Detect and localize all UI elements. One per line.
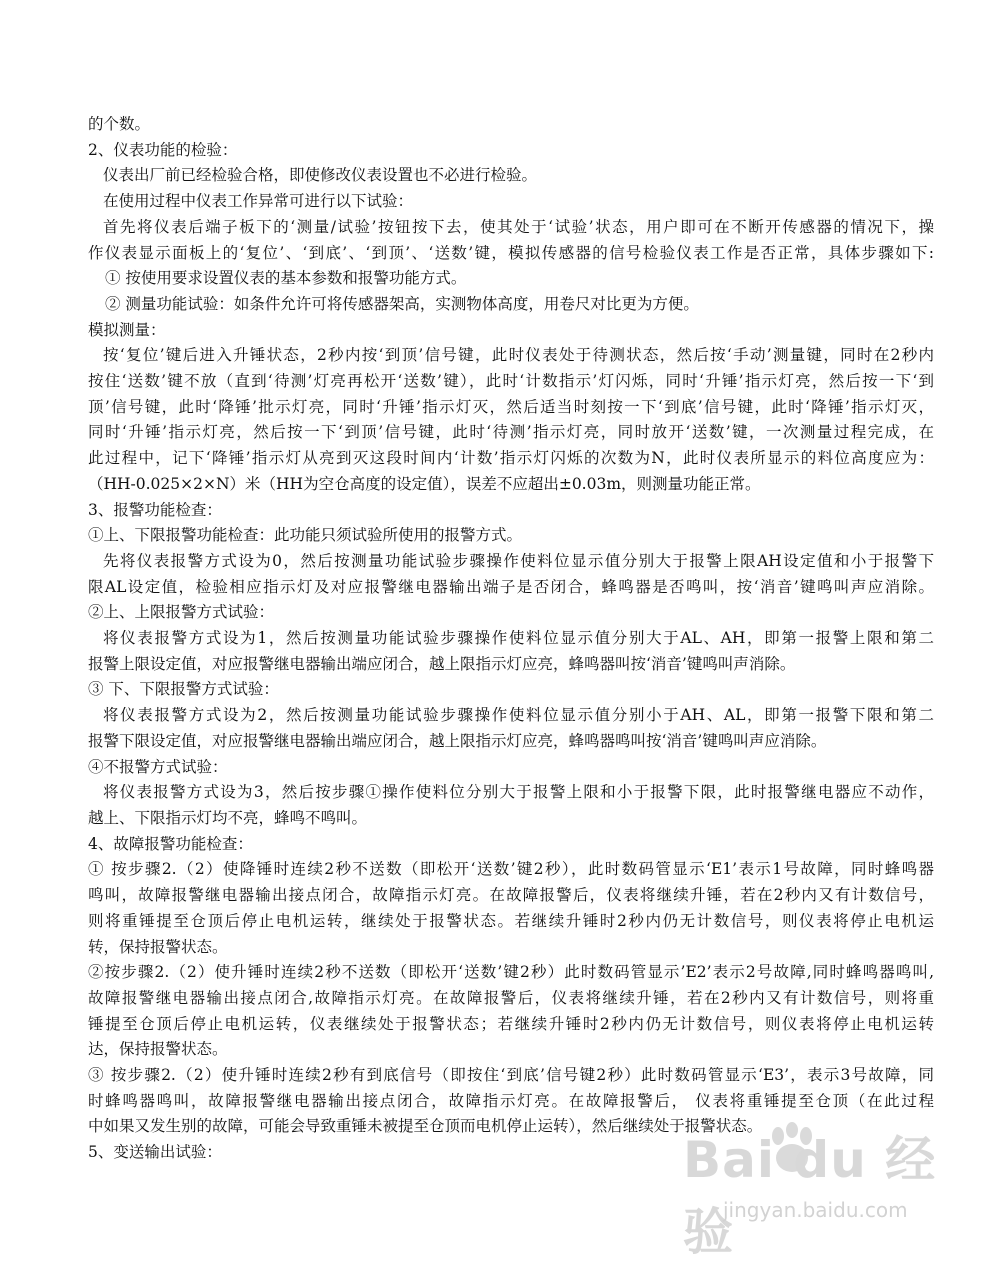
text-line: 按住‘送数’键不放（直到‘待测’灯亮再松开‘送数’键），此时‘计数指示’灯闪烁，同时‘升锤’指示灯亮，然后按一下‘到 [88, 372, 934, 391]
watermark-url: jingyan.baidu.com [723, 1198, 908, 1222]
text-line: 按‘复位’键后进入升锤状态，2秒内按‘到顶’信号键，此时仪表处于待测状态，然后按‘手动’测量键，同时在2秒内 [103, 346, 934, 365]
text-line: 4、故障报警功能检查： [88, 834, 253, 853]
text-line: ①上、下限报警功能检查：此功能只须试验所使用的报警方式。 [88, 526, 523, 545]
text-line: 达，保持报警状态。 [88, 1040, 228, 1059]
baidu-jingyan-watermark [683, 1120, 953, 1261]
text-line: 鸣叫，故障报警继电器输出接点闭合，故障指示灯亮。在故障报警后，仪表将继续升锤，若在2秒内又有计数信号， [88, 886, 934, 905]
text-line: 2、仪表功能的检验： [88, 140, 238, 159]
text-line: ②按步骤2.（2）使升锤时连续2秒不送数（即松开‘送数’键2秒）此时数码管显示’E2’表示2号故障,同时蜂鸣器鸣叫, [88, 963, 934, 982]
text-line: ④不报警方式试验： [88, 757, 228, 776]
text-line: ② 测量功能试验：如条件允许可将传感器架高，实测物体高度，用卷尺对比更为方便。 [105, 294, 699, 313]
text-line: ③ 按步骤2.（2）使升锤时连续2秒有到底信号（即按住‘到底’信号键2秒）此时数码管显示‘E3’，表示3号故障，同 [88, 1066, 934, 1085]
text-line: 首先将仪表后端子板下的‘测量/试验’按钮按下去，使其处于‘试验’状态，用户即可在不断开传感器的情况下，操 [103, 217, 934, 236]
text-line: 时蜂鸣器鸣叫，故障报警继电器输出接点闭合，故障指示灯亮。在故障报警后， 仪表将重锤提至仓顶（在此过程 [88, 1091, 934, 1110]
text-line: ① 按步骤2.（2）使降锤时连续2秒不送数（即松开‘送数’键2秒），此时数码管显示‘E1’表示1号故障，同时蜂鸣器 [88, 860, 934, 879]
text-line: 转，保持报警状态。 [88, 937, 228, 956]
text-line: 的个数。 [88, 115, 151, 133]
text-line: 将仪表报警方式设为1，然后按测量功能试验步骤操作使料位显示值分别大于AL、AH，即第一报警上限和第二 [103, 629, 934, 648]
text-line: ②上、上限报警方式试验： [88, 603, 275, 622]
text-line: ① 按使用要求设置仪表的基本参数和报警功能方式。 [105, 269, 467, 288]
text-line: 故障报警继电器输出接点闭合,故障指示灯亮。在故障报警后，仪表将继续升锤，若在2秒内又有计数信号，则将重 [88, 988, 934, 1007]
text-line: 同时‘升锤’指示灯亮，然后按一下‘到顶’信号键，此时‘待测’指示灯亮，同时放开‘送数’键，一次测量过程完成，在 [88, 423, 934, 442]
text-line: 报警下限设定值，对应报警继电器输出端应闭合，越上限指示灯应亮，蜂鸣器鸣叫按‘消音’键鸣叫声应消除。 [88, 731, 827, 750]
text-line: 将仪表报警方式设为3，然后按步骤①操作使料位分别大于报警上限和小于报警下限，此时报警继电器应不动作， [103, 783, 934, 802]
text-line: 报警上限设定值，对应报警继电器输出端应闭合，越上限指示灯应亮，蜂鸣器叫按‘消音’键鸣叫声消除。 [88, 654, 796, 673]
watermark-logo: Bai du 经验 [683, 1131, 937, 1261]
text-line: 顶’信号键，此时‘降锤’批示灯亮，同时‘升锤’指示灯灭，然后适当时刻按一下‘到底’信号键，此时‘降锤’指示灯灭， [88, 397, 934, 416]
text-line: 则将重锤提至仓顶后停止电机运转，继续处于报警状态。若继续升锤时2秒内仍无计数信号，则仪表将停止电机运 [88, 911, 934, 930]
text-line: 限AL设定值，检验相应指示灯及对应报警继电器输出端子是否闭合，蜂鸣器是否鸣叫，按‘消音’键鸣叫声应消除。 [88, 577, 934, 596]
text-line: 此过程中，记下‘降锤’指示灯从亮到灭这段时间内‘计数’指示灯闪烁的次数为N，此时仪表所显示的料位高度应为： [88, 449, 934, 468]
text-line: 在使用过程中仪表工作异常可进行以下试验： [103, 192, 414, 211]
text-line: 仪表出厂前已经检验合格，即使修改仪表设置也不必进行检验。 [103, 166, 538, 185]
text-line: 先将仪表报警方式设为0，然后按测量功能试验步骤操作使料位显示值分别大于报警上限AH设定值和小于报警下 [103, 551, 934, 570]
text-line: （HH-0.025×2×N）米（HH为空仓高度的设定值），误差不应超出±0.03m，则测量功能正常。 [88, 474, 761, 493]
text-line: 模拟测量： [88, 320, 166, 339]
text-line: 中如果又发生别的故障，可能会导致重锤未被提至仓顶而电机停止运转），然后继续处于报警状态。 [88, 1117, 763, 1136]
document-body [88, 112, 934, 1166]
text-line: 锤提至仓顶后停止电机运转，仪表继续处于报警状态；若继续升锤时2秒内仍无计数信号，则仪表将停止电机运转 [88, 1014, 934, 1033]
text-line: 将仪表报警方式设为2，然后按测量功能试验步骤操作使料位显示值分别小于AH、AL，即第一报警下限和第二 [103, 706, 934, 725]
text-line: 5、变送输出试验： [88, 1143, 222, 1162]
text-line: 作仪表显示面板上的‘复位’、‘到底’、‘到顶’、‘送数’键，模拟传感器的信号检验仪表工作是否正常，具体步骤如下: [88, 243, 934, 262]
text-line: ③ 下、下限报警方式试验： [88, 680, 279, 699]
text-line: 3、报警功能检查： [88, 500, 222, 519]
text-line: 越上、下限指示灯均不亮，蜂鸣不鸣叫。 [88, 808, 368, 827]
